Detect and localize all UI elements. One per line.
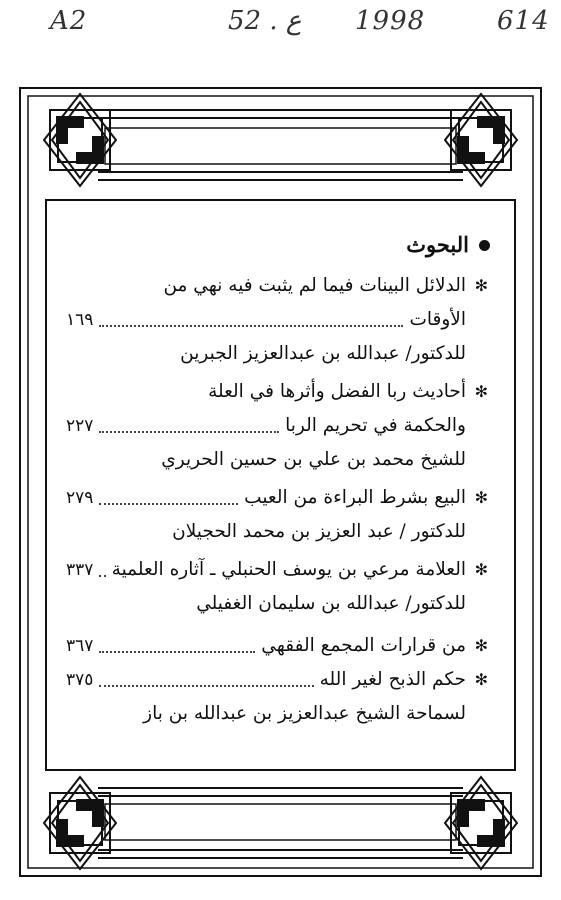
toc-entry [66,553,488,621]
entry-title-line: العلامة مرعي بن يوسف الحنبلي ـ آثاره العلمية ٣٣٧ [66,553,466,587]
handwritten-note-2: 52 . ع [228,6,302,36]
leader-dots [99,553,105,577]
entry-author: لسماحة الشيخ عبدالعزيز بن عبدالله بن باز [143,703,466,724]
section-heading [66,225,490,265]
entry-title-line: الأوقات ١٦٩ [66,303,466,337]
toc-entry [66,375,488,477]
entry-author: للدكتور/ عبدالله بن عبدالعزيز الجبرين [180,343,466,364]
toc-entry [66,481,488,549]
section-title: البحوث [406,232,469,257]
page-number: ٣٣٧ [66,560,94,580]
leader-dots [99,303,403,327]
asterisk-icon: ✻ [474,276,488,295]
handwritten-note-4: 614 [497,6,550,36]
asterisk-icon: ✻ [474,488,488,507]
page-number: ٢٢٧ [66,416,94,436]
page-number: ٢٧٩ [66,488,94,508]
toc-entry [66,269,488,371]
entry-title-line: الدلائل البينات فيما لم يثبت فيه نهي من [163,275,466,296]
entry-title-line: حكم الذبح لغير الله ٣٧٥ [66,663,466,697]
entry-title-line: والحكمة في تحريم الربا ٢٢٧ [66,409,466,443]
page-number: ١٦٩ [66,310,94,330]
handwritten-note-1: A2 [50,6,88,36]
handwritten-note-3: 1998 [355,6,426,36]
toc-entry [66,663,488,731]
entry-author: للشيخ محمد بن علي بن حسين الحريري [161,449,466,470]
toc-entry [66,629,488,663]
entry-author: للدكتور / عبد العزيز بن محمد الحجيلان [172,521,466,542]
entry-title-line: من قرارات المجمع الفقهي ٣٦٧ [66,629,466,663]
page-number: ٣٧٥ [66,670,94,690]
leader-dots [99,663,313,687]
leader-dots [99,629,255,653]
page-number: ٣٦٧ [66,636,94,656]
table-of-contents [66,225,488,735]
entry-author: للدكتور/ عبدالله بن سليمان الغفيلي [196,593,466,614]
entry-title-line: أحاديث ربا الفضل وأثرها في العلة [208,381,466,402]
leader-dots [99,409,279,433]
asterisk-icon: ✻ [474,382,488,401]
asterisk-icon: ✻ [474,560,488,579]
asterisk-icon: ✻ [474,636,488,655]
asterisk-icon: ✻ [474,670,488,689]
entry-title-line: البيع بشرط البراءة من العيب ٢٧٩ [66,481,466,515]
leader-dots [99,481,238,505]
bullet-icon [479,240,490,251]
